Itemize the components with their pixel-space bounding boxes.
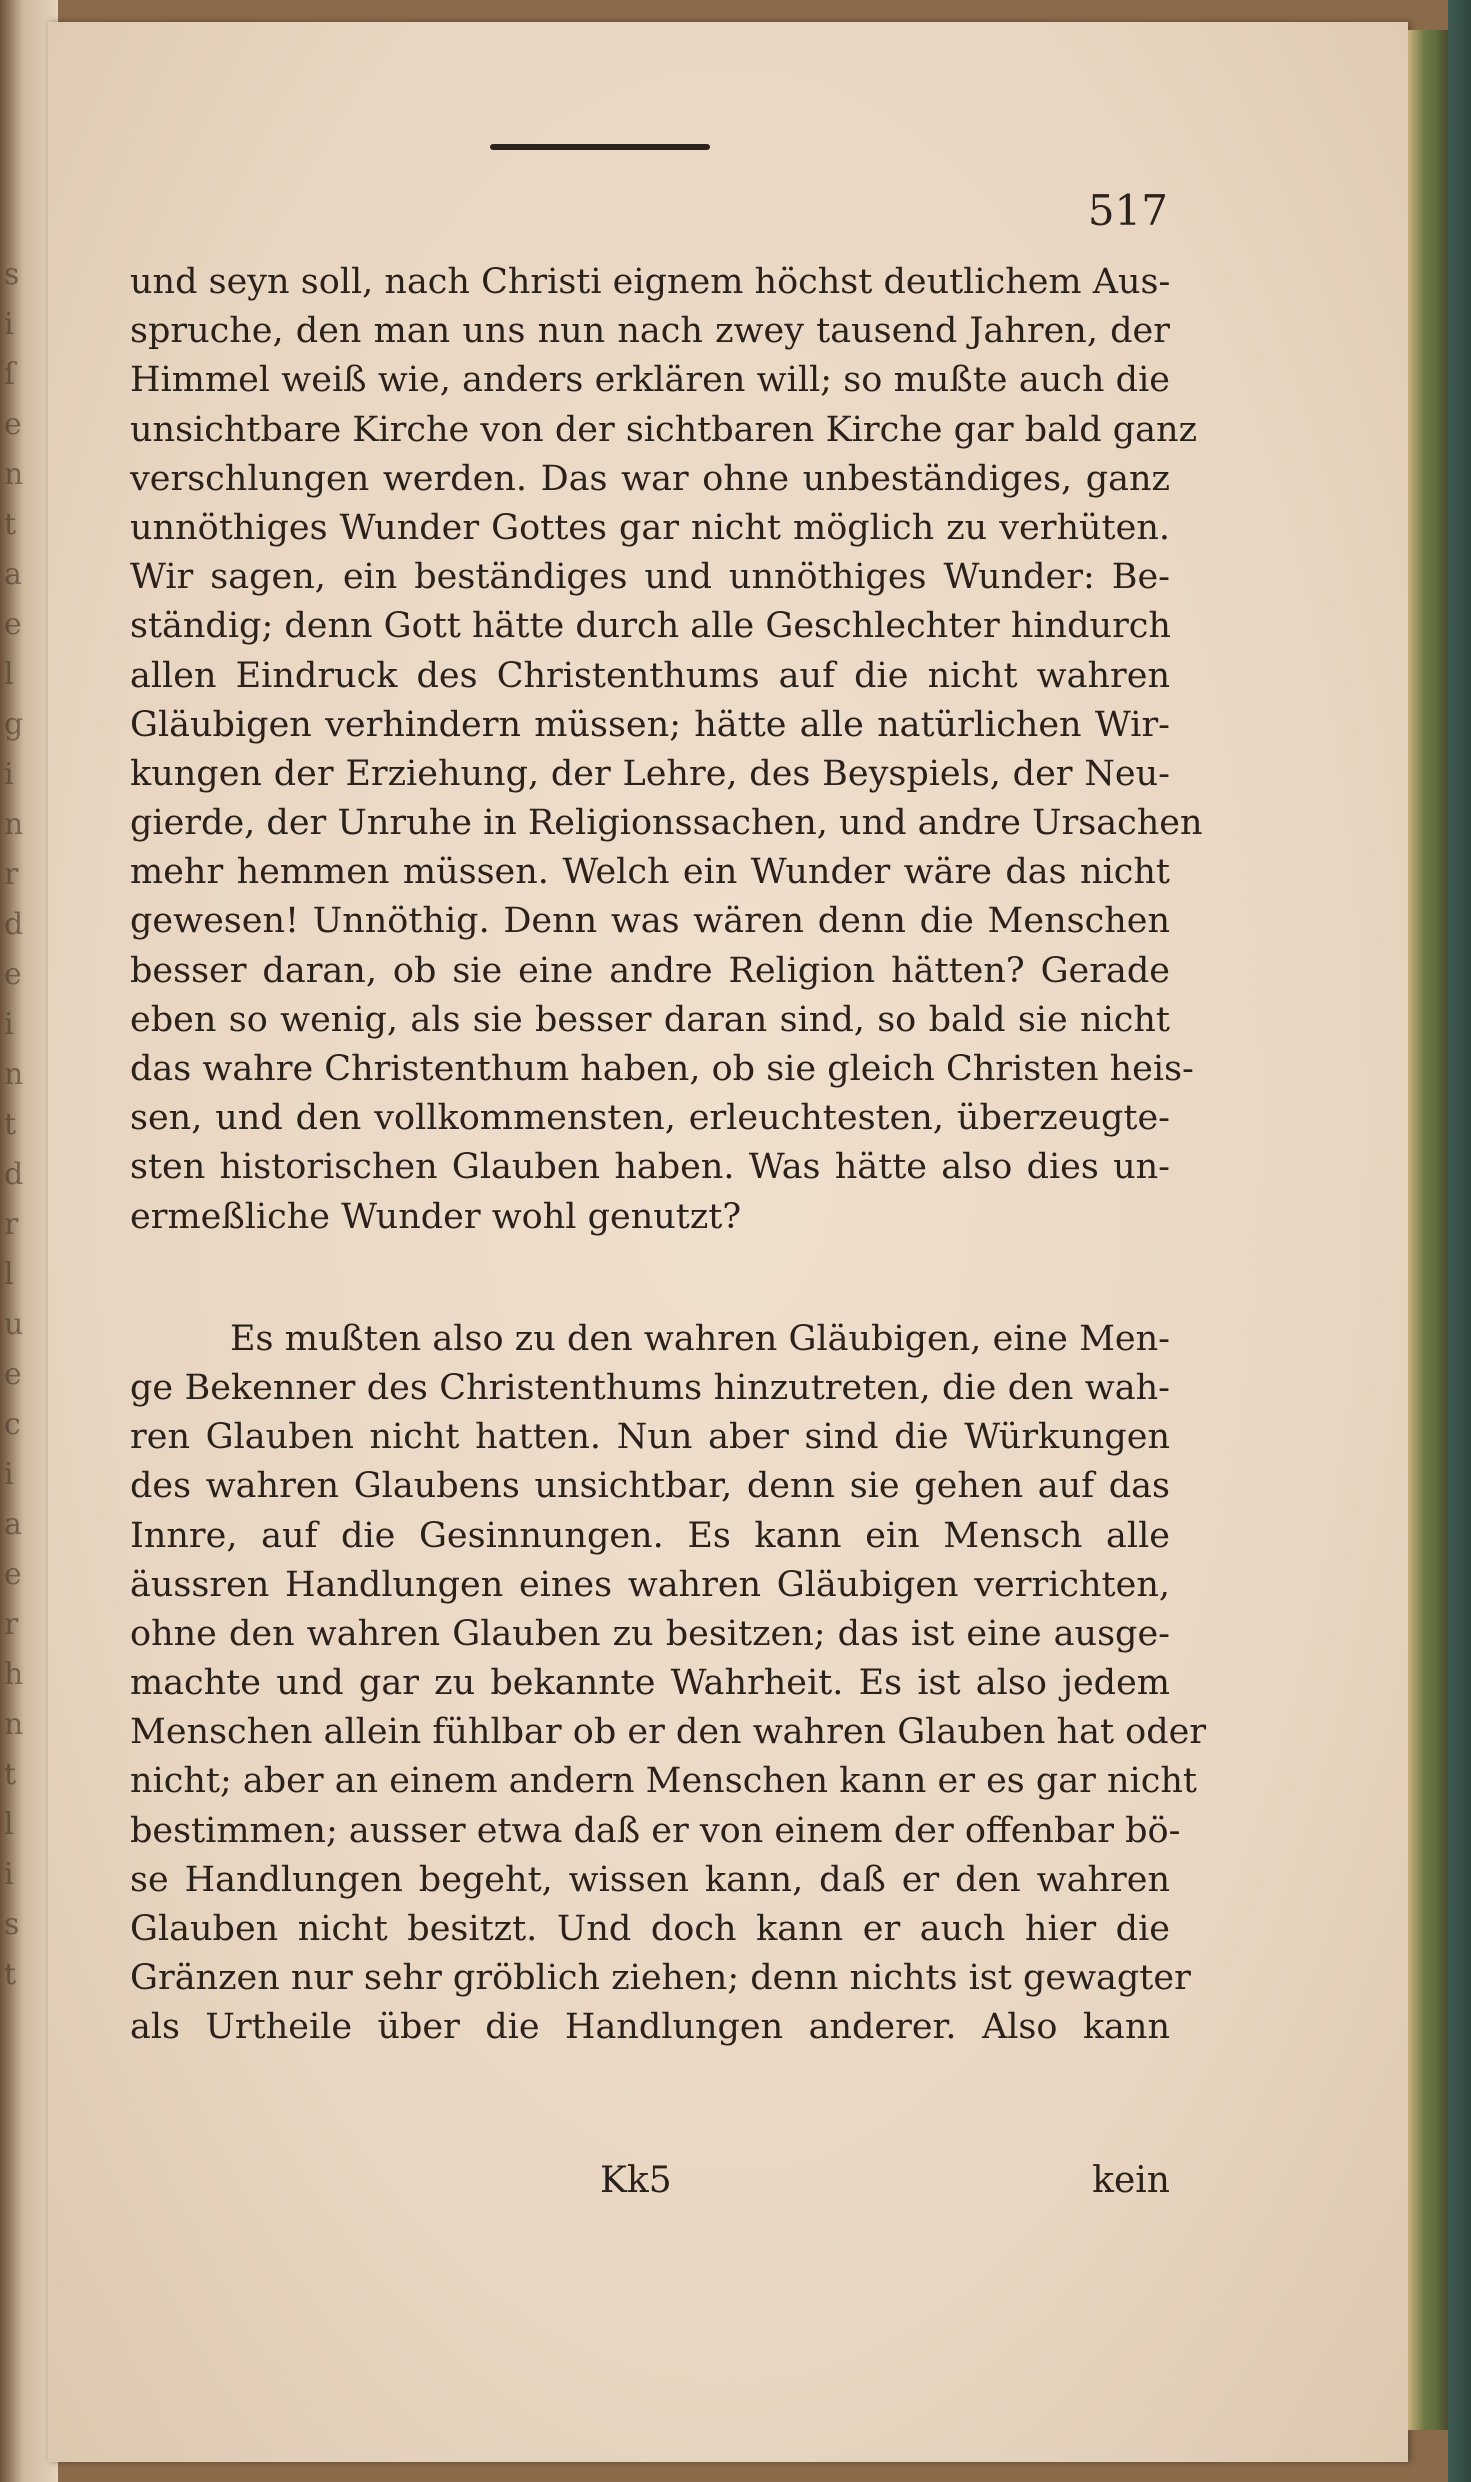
previous-page-marks: s i ſ e n t a e l g i n r d e i n t d r l u e c i a e r h n t l i s t <box>4 257 24 1992</box>
text-line: besser daran, ob sie eine andre Religion hätten? Gerade <box>130 950 1170 991</box>
header-rule <box>480 140 720 154</box>
paragraph-gap <box>130 1242 1170 1315</box>
text-line: ständig; denn Gott hätte durch alle Geschlechter hindurch <box>130 606 1171 647</box>
page-number: 517 <box>1087 186 1168 235</box>
text-line: unnöthiges Wunder Gottes gar nicht möglich zu verhüten. <box>130 507 1170 548</box>
text-line: des wahren Glaubens unsichtbar, denn sie gehen auf das <box>130 1466 1170 1507</box>
text-line: sten historischen Glauben haben. Was hätte also dies un- <box>130 1147 1170 1188</box>
text-line: äussren Handlungen eines wahren Gläubigen verrichten, <box>130 1564 1170 1605</box>
text-line: Menschen allein fühlbar ob er den wahren Glauben hat oder <box>130 1712 1207 1753</box>
text-line: Es mußten also zu den wahren Gläubigen, eine Men- <box>230 1318 1170 1359</box>
page-edge-gilt <box>1408 30 1448 2430</box>
signature-mark: Kk5 <box>600 2160 672 2201</box>
text-line: ge Bekenner des Christenthums hinzutreten, die den wah- <box>130 1367 1170 1408</box>
text-line: Wir sagen, ein beständiges und unnöthiges Wunder: Be- <box>130 557 1170 598</box>
text-line: machte und gar zu bekannte Wahrheit. Es ist also jedem <box>130 1663 1170 1704</box>
text-line: ren Glauben nicht hatten. Nun aber sind die Würkungen <box>130 1417 1170 1458</box>
text-line: Himmel weiß wie, anders erklären will; so mußte auch die <box>130 360 1170 401</box>
text-line: bestimmen; ausser etwa daß er von einem der offenbar bö- <box>130 1810 1181 1851</box>
text-line: gewesen! Unnöthig. Denn was wären denn die Menschen <box>130 901 1170 942</box>
text-line: verschlungen werden. Das war ohne unbeständiges, ganz <box>130 458 1170 499</box>
text-line: ohne den wahren Glauben zu besitzen; das ist eine ausge- <box>130 1613 1170 1654</box>
text-line: ermeßliche Wunder wohl genutzt? <box>130 1196 742 1237</box>
text-line: das wahre Christenthum haben, ob sie gleich Christen heis- <box>130 1049 1194 1089</box>
text-line: allen Eindruck des Christenthums auf die nicht wahren <box>130 655 1170 696</box>
paragraph-2 <box>130 1315 1207 2053</box>
text-line: kungen der Erziehung, der Lehre, des Beyspiels, der Neu- <box>130 753 1170 794</box>
catchword: kein <box>1092 2160 1170 2201</box>
text-line: als Urtheile über die Handlungen anderer. Also kann <box>130 2007 1170 2048</box>
text-line: mehr hemmen müssen. Welch ein Wunder wäre das nicht <box>130 852 1170 893</box>
text-line: Gränzen nur sehr gröblich ziehen; denn nichts ist gewagter <box>130 1958 1191 1999</box>
text-line: Glauben nicht besitzt. Und doch kann er auch hier die <box>130 1909 1170 1949</box>
text-line: eben so wenig, als sie besser daran sind, so bald sie nicht <box>130 999 1170 1040</box>
text-line: Innre, auf die Gesinnungen. Es kann ein Mensch alle <box>130 1515 1170 1556</box>
header-rule-bar <box>490 144 710 150</box>
paragraph-1 <box>130 258 1203 1242</box>
body-text <box>130 258 1207 2053</box>
text-line: Gläubigen verhindern müssen; hätte alle natürlichen Wir- <box>130 704 1170 745</box>
book-cover-edge <box>1448 0 1471 2482</box>
text-line: spruche, den man uns nun nach zwey tausend Jahren, der <box>130 311 1170 352</box>
text-line: und seyn soll, nach Christi eignem höchst deutlichem Aus- <box>130 262 1171 302</box>
text-line: se Handlungen begeht, wissen kann, daß er den wahren <box>130 1859 1170 1900</box>
text-line: gierde, der Unruhe in Religionssachen, und andre Ursachen <box>130 803 1203 844</box>
text-line: sen, und den vollkommensten, erleuchtesten, überzeugte- <box>130 1098 1170 1139</box>
text-line: unsichtbare Kirche von der sichtbaren Kirche gar bald ganz <box>130 409 1198 450</box>
text-line: nicht; aber an einem andern Menschen kann er es gar nicht <box>130 1761 1197 1802</box>
